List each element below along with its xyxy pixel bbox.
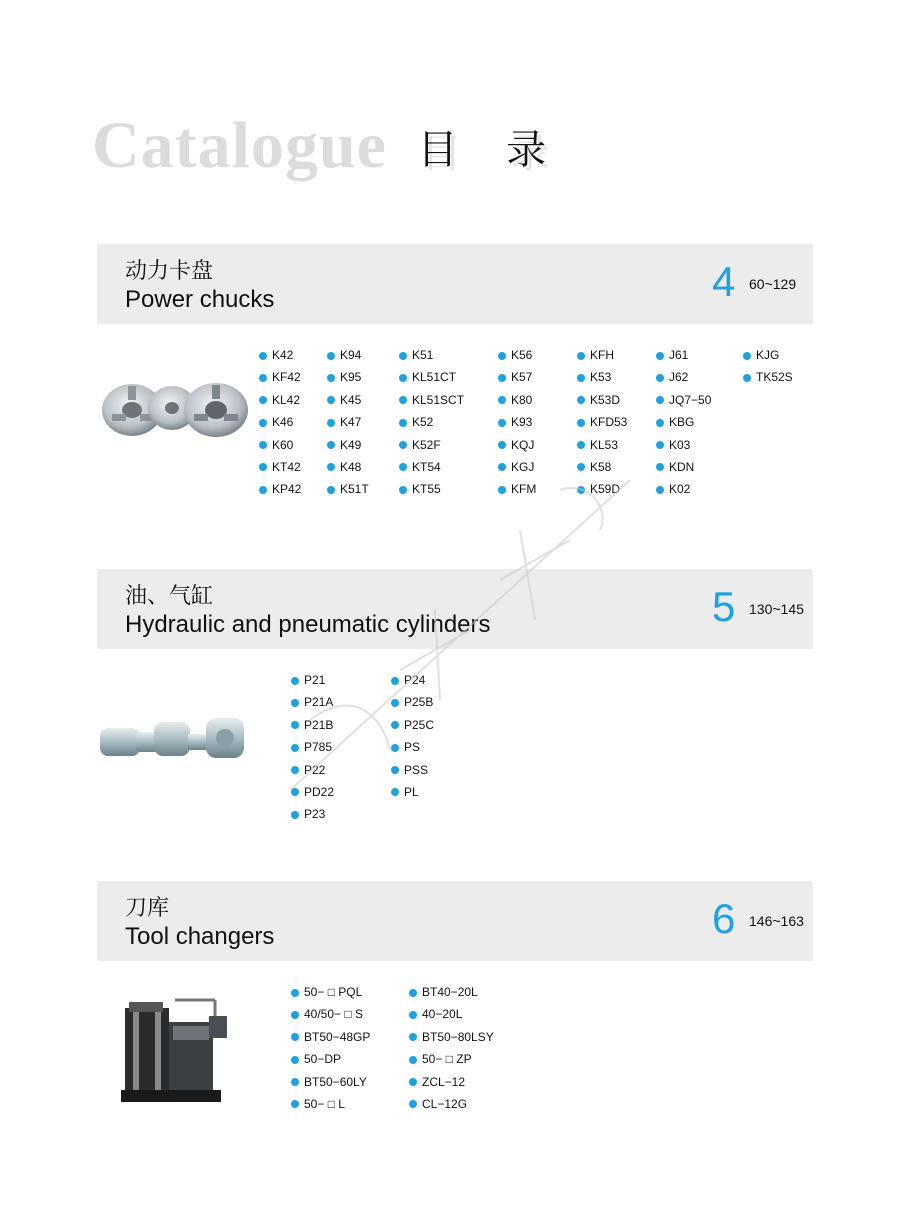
section-page-range: 130~145: [749, 601, 804, 617]
bullet-icon: [409, 1033, 417, 1041]
section-title-cn: 油、气缸: [125, 584, 214, 609]
bullet-icon: [291, 744, 299, 752]
bullet-icon: [399, 463, 407, 471]
model-item: K53: [577, 366, 627, 388]
model-item: BT40−20L: [409, 981, 494, 1003]
bullet-icon: [498, 419, 506, 427]
bullet-icon: [391, 744, 399, 752]
model-item: P21: [291, 669, 334, 691]
bullet-icon: [291, 989, 299, 997]
model-item: K51: [399, 344, 464, 366]
bullet-icon: [656, 463, 664, 471]
model-item: KL53: [577, 434, 627, 456]
power-chucks-column-4: [498, 344, 536, 501]
bullet-icon: [327, 463, 335, 471]
model-item: K59D: [577, 478, 627, 500]
bullet-icon: [327, 441, 335, 449]
model-item: 50− □ ZP: [409, 1048, 494, 1070]
model-item: K56: [498, 344, 536, 366]
model-item: P22: [291, 759, 334, 781]
catalogue-title-en: Catalogue: [92, 109, 387, 182]
model-item: P21B: [291, 714, 334, 736]
model-item: TK52S: [743, 366, 793, 388]
model-item: KFH: [577, 344, 627, 366]
bullet-icon: [409, 1100, 417, 1108]
power-chucks-column-5: [577, 344, 627, 501]
tool-changers-column-1: [291, 981, 370, 1115]
bullet-icon: [291, 1056, 299, 1064]
model-item: K58: [577, 456, 627, 478]
model-item: K46: [259, 411, 301, 433]
model-item: J62: [656, 366, 711, 388]
tool-changers-column-2: [409, 981, 494, 1115]
catalogue-title: [92, 108, 565, 182]
model-item: KP42: [259, 478, 301, 500]
bullet-icon: [327, 396, 335, 404]
model-item: 40/50− □ S: [291, 1003, 370, 1025]
model-item: K53D: [577, 389, 627, 411]
bullet-icon: [391, 788, 399, 796]
bullet-icon: [656, 419, 664, 427]
cylinder-photo: [98, 712, 248, 766]
model-item: KDN: [656, 456, 711, 478]
model-item: BT50−80LSY: [409, 1026, 494, 1048]
bullet-icon: [656, 396, 664, 404]
bullet-icon: [291, 811, 299, 819]
bullet-icon: [259, 374, 267, 382]
bullet-icon: [327, 352, 335, 360]
model-item: P25B: [391, 691, 434, 713]
bullet-icon: [656, 486, 664, 494]
model-item: K52F: [399, 434, 464, 456]
model-item: K42: [259, 344, 301, 366]
bullet-icon: [391, 677, 399, 685]
bullet-icon: [498, 396, 506, 404]
bullet-icon: [577, 463, 585, 471]
bullet-icon: [391, 766, 399, 774]
bullet-icon: [259, 486, 267, 494]
bullet-icon: [656, 441, 664, 449]
tool-changer-photo: [115, 988, 235, 1108]
bullet-icon: [409, 1056, 417, 1064]
cylinders-column-1: [291, 669, 334, 826]
bullet-icon: [291, 699, 299, 707]
bullet-icon: [498, 441, 506, 449]
model-item: KT55: [399, 478, 464, 500]
bullet-icon: [399, 374, 407, 382]
bullet-icon: [577, 374, 585, 382]
cylinders-column-2: [391, 669, 434, 803]
bullet-icon: [399, 441, 407, 449]
bullet-icon: [577, 396, 585, 404]
model-item: PSS: [391, 759, 434, 781]
section-title-en: Tool changers: [125, 923, 275, 950]
bullet-icon: [743, 374, 751, 382]
model-item: KJG: [743, 344, 793, 366]
power-chucks-column-7: [743, 344, 793, 389]
bullet-icon: [327, 486, 335, 494]
model-item: KT54: [399, 456, 464, 478]
model-item: 50− □ L: [291, 1093, 370, 1115]
model-item: K03: [656, 434, 711, 456]
model-item: BT50−60LY: [291, 1071, 370, 1093]
model-item: ZCL−12: [409, 1071, 494, 1093]
model-item: CL−12G: [409, 1093, 494, 1115]
bullet-icon: [409, 1011, 417, 1019]
model-item: K57: [498, 366, 536, 388]
bullet-icon: [409, 1078, 417, 1086]
model-item: K94: [327, 344, 369, 366]
model-item: P21A: [291, 691, 334, 713]
power-chuck-photo: [100, 376, 250, 444]
bullet-icon: [743, 352, 751, 360]
section-number: 5: [712, 583, 736, 630]
bullet-icon: [498, 374, 506, 382]
section-number: 4: [712, 258, 736, 305]
section-title-cn: 动力卡盘: [125, 259, 214, 284]
model-item: K45: [327, 389, 369, 411]
bullet-icon: [259, 396, 267, 404]
bullet-icon: [327, 374, 335, 382]
power-chucks-column-1: [259, 344, 301, 501]
model-item: K93: [498, 411, 536, 433]
bullet-icon: [399, 352, 407, 360]
model-item: K60: [259, 434, 301, 456]
model-item: K52: [399, 411, 464, 433]
bullet-icon: [391, 721, 399, 729]
section-page-range: 146~163: [749, 913, 804, 929]
bullet-icon: [291, 1033, 299, 1041]
model-item: KT42: [259, 456, 301, 478]
bullet-icon: [291, 1100, 299, 1108]
catalogue-title-cn: 目 录: [417, 126, 565, 173]
power-chucks-column-6: [656, 344, 711, 501]
bullet-icon: [259, 352, 267, 360]
model-item: K47: [327, 411, 369, 433]
bullet-icon: [259, 463, 267, 471]
bullet-icon: [291, 677, 299, 685]
bullet-icon: [656, 374, 664, 382]
bullet-icon: [498, 352, 506, 360]
model-item: BT50−48GP: [291, 1026, 370, 1048]
model-item: 50− □ PQL: [291, 981, 370, 1003]
bullet-icon: [399, 419, 407, 427]
bullet-icon: [409, 989, 417, 997]
model-item: P25C: [391, 714, 434, 736]
model-item: K48: [327, 456, 369, 478]
bullet-icon: [327, 419, 335, 427]
model-item: 40−20L: [409, 1003, 494, 1025]
model-item: K51T: [327, 478, 369, 500]
model-item: KF42: [259, 366, 301, 388]
model-item: KL51SCT: [399, 389, 464, 411]
model-item: K02: [656, 478, 711, 500]
model-item: PS: [391, 736, 434, 758]
model-item: KQJ: [498, 434, 536, 456]
model-item: KGJ: [498, 456, 536, 478]
bullet-icon: [291, 1011, 299, 1019]
model-item: KL42: [259, 389, 301, 411]
model-item: K80: [498, 389, 536, 411]
bullet-icon: [291, 721, 299, 729]
section-header-tool-changers: [97, 881, 813, 961]
model-item: K95: [327, 366, 369, 388]
bullet-icon: [399, 486, 407, 494]
model-item: PL: [391, 781, 434, 803]
model-item: KFD53: [577, 411, 627, 433]
model-item: KBG: [656, 411, 711, 433]
model-item: P785: [291, 736, 334, 758]
section-header-power-chucks: [97, 244, 813, 324]
bullet-icon: [259, 441, 267, 449]
section-page-range: 60~129: [749, 276, 797, 292]
bullet-icon: [498, 463, 506, 471]
bullet-icon: [577, 419, 585, 427]
power-chucks-column-3: [399, 344, 464, 501]
model-item: KL51CT: [399, 366, 464, 388]
bullet-icon: [291, 766, 299, 774]
bullet-icon: [498, 486, 506, 494]
model-item: KFM: [498, 478, 536, 500]
bullet-icon: [656, 352, 664, 360]
model-item: P24: [391, 669, 434, 691]
bullet-icon: [399, 396, 407, 404]
section-title-en: Power chucks: [125, 286, 275, 313]
bullet-icon: [577, 352, 585, 360]
bullet-icon: [577, 441, 585, 449]
bullet-icon: [291, 1078, 299, 1086]
section-header-cylinders: [97, 569, 813, 649]
section-number: 6: [712, 895, 736, 942]
model-item: 50−DP: [291, 1048, 370, 1070]
power-chucks-column-2: [327, 344, 369, 501]
model-item: K49: [327, 434, 369, 456]
bullet-icon: [291, 788, 299, 796]
model-item: PD22: [291, 781, 334, 803]
section-title-cn: 刀库: [125, 896, 170, 921]
bullet-icon: [391, 699, 399, 707]
model-item: JQ7−50: [656, 389, 711, 411]
section-title-en: Hydraulic and pneumatic cylinders: [125, 611, 491, 638]
bullet-icon: [259, 419, 267, 427]
model-item: P23: [291, 803, 334, 825]
bullet-icon: [577, 486, 585, 494]
model-item: J61: [656, 344, 711, 366]
